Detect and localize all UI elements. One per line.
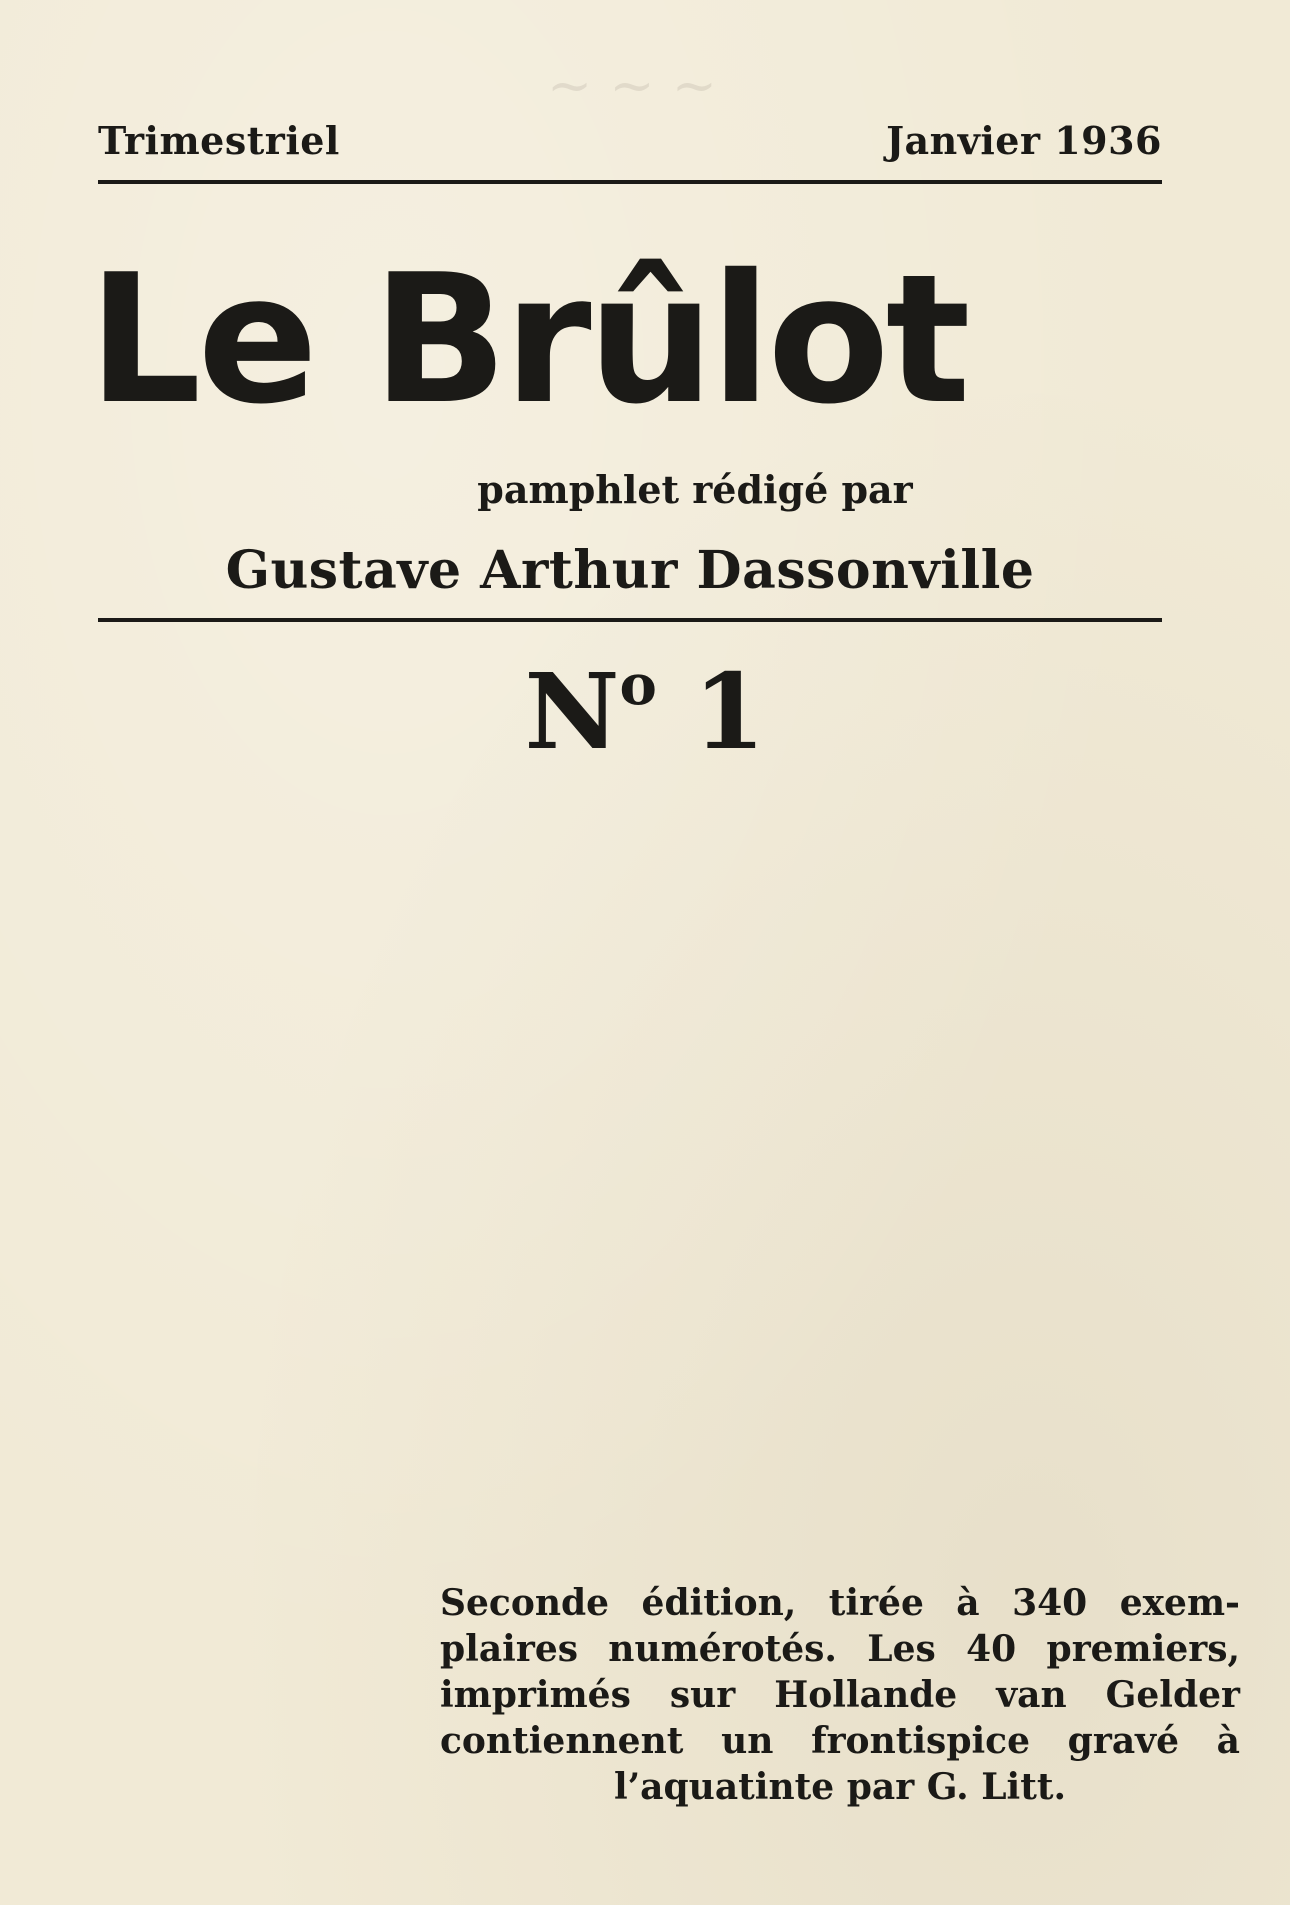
issue-number-value: 1 — [693, 650, 766, 773]
issue-superscript: o — [619, 652, 657, 718]
publication-title: Le Brûlot — [88, 236, 967, 443]
header-divider — [98, 180, 1162, 184]
edition-line-2: plaires numérotés. Les 40 premiers, — [440, 1628, 1240, 1670]
edition-line-3: imprimés sur Hollande van Gelder — [440, 1674, 1240, 1716]
issue-date: Janvier 1936 — [886, 118, 1162, 163]
masthead-header — [98, 118, 1162, 174]
issue-number — [0, 630, 1290, 773]
issue-prefix: N — [524, 650, 620, 773]
author-divider — [98, 618, 1162, 622]
edition-note — [440, 1580, 1240, 1810]
edition-line-4: contiennent un frontispice gravé à — [440, 1720, 1240, 1762]
frequency-label: Trimestriel — [98, 118, 340, 163]
edition-line-1: Seconde édition, tirée à 340 exem- — [440, 1582, 1240, 1624]
author-name: Gustave Arthur Dassonville — [225, 540, 1035, 601]
subtitle: pamphlet rédigé par — [477, 467, 913, 512]
edition-line-5: l’aquatinte par G. Litt. — [613, 1766, 1067, 1808]
